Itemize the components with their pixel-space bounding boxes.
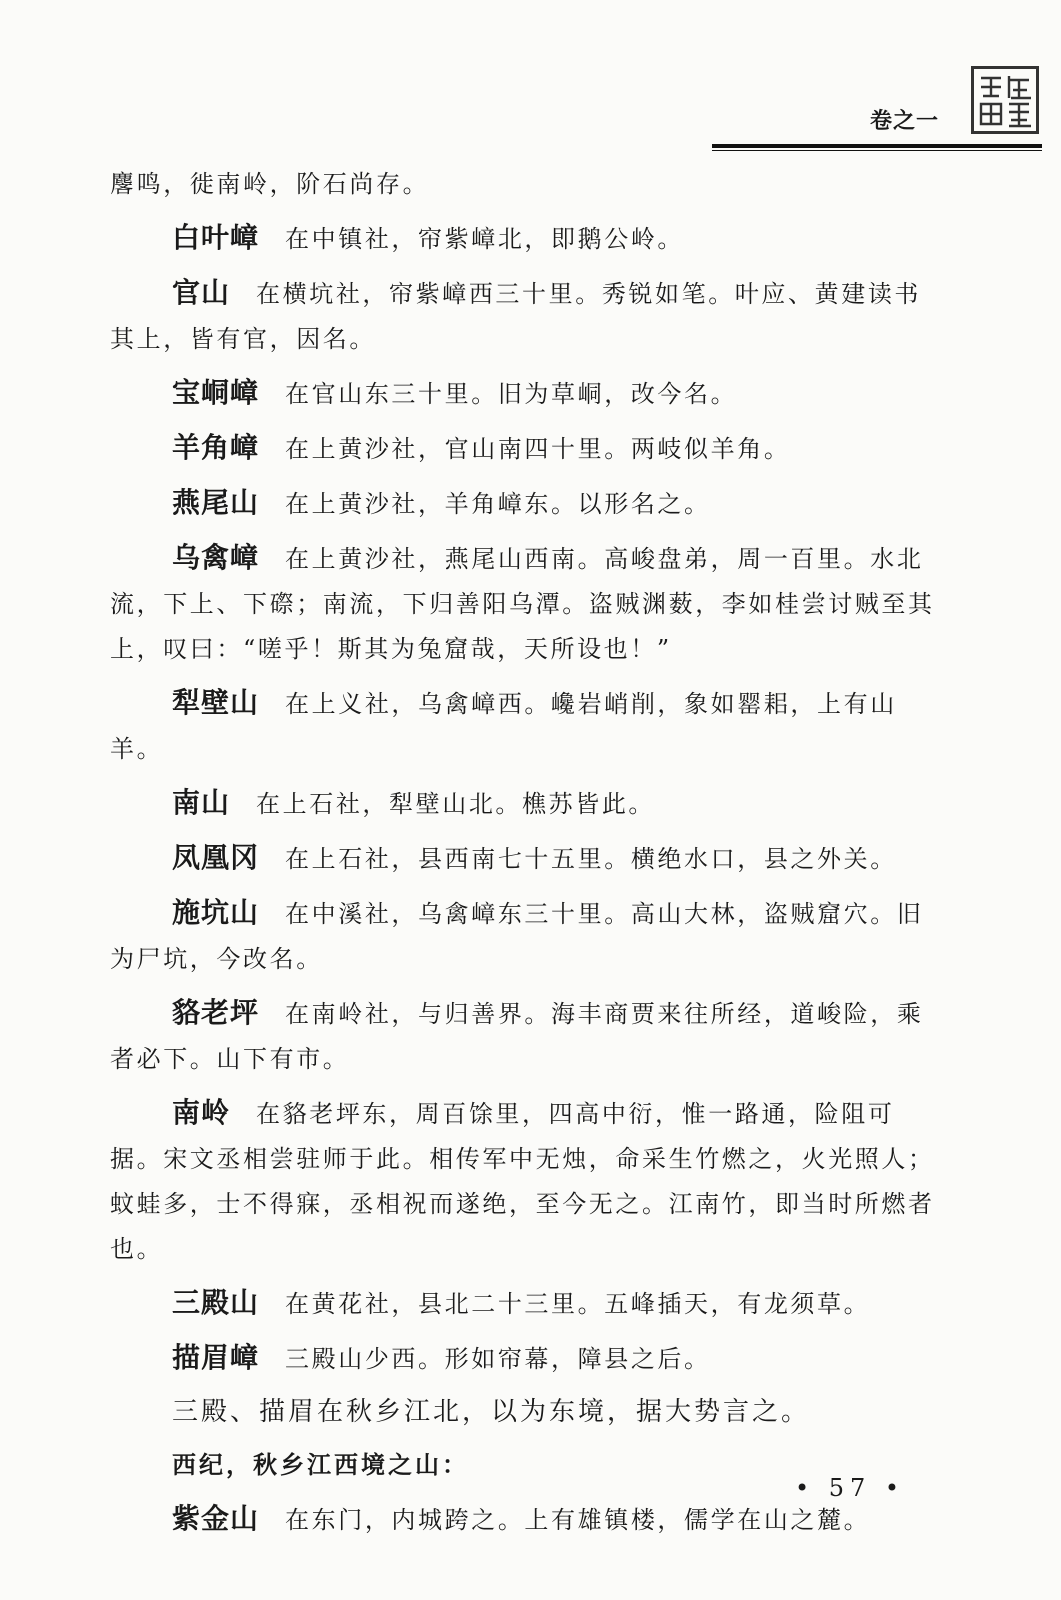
entry-text: 在中溪社，乌禽嶂东三十里。高山大林，盗贼窟穴。旧为尸坑，今改名。 bbox=[110, 900, 924, 973]
entry-text: 在横坑社，帘紫嶂西三十里。秀锐如笔。叶应、黄建读书其上，皆有官，因名。 bbox=[110, 280, 922, 353]
entry-baodongzhang bbox=[110, 370, 940, 417]
page-body bbox=[110, 162, 940, 1543]
page-header bbox=[0, 60, 1061, 160]
entry-term: 宝峒嶂 bbox=[172, 376, 260, 409]
entry-term: 燕尾山 bbox=[172, 486, 260, 519]
entry-term: 犁壁山 bbox=[172, 686, 260, 719]
entry-zijinshan bbox=[110, 1496, 940, 1543]
header-rule bbox=[712, 144, 1042, 151]
entry-term: 南山 bbox=[172, 786, 231, 819]
entry-libishan bbox=[110, 680, 940, 772]
entry-miaomeizhang bbox=[110, 1335, 940, 1382]
entry-text: 在官山东三十里。旧为草峒，改今名。 bbox=[285, 380, 738, 408]
entry-term: 羊角嶂 bbox=[172, 431, 260, 464]
entry-term: 施坑山 bbox=[172, 896, 260, 929]
entry-term: 貉老坪 bbox=[172, 996, 260, 1029]
entry-fenghuanggang bbox=[110, 835, 940, 882]
entry-term: 官山 bbox=[172, 276, 231, 309]
entry-text: 在上义社，乌禽嶂西。巉岩峭削，象如罂耜，上有山羊。 bbox=[110, 690, 897, 763]
entry-text: 在上石社，县西南七十五里。横绝水口，县之外关。 bbox=[285, 845, 897, 873]
entry-wuqinzhang bbox=[110, 535, 940, 672]
entry-text: 三殿山少西。形如帘幕，障县之后。 bbox=[285, 1345, 711, 1373]
entry-text: 在貉老坪东，周百馀里，四高中衍，惟一路通，险阻可据。宋文丞相尝驻师于此。相传军中无烛，命采生竹燃之，火光照人；蚊蛙多，士不得寐，丞相祝而遂绝，至今无之。江南竹，即当时所燃者也。 bbox=[110, 1100, 935, 1263]
entry-term: 乌禽嶂 bbox=[172, 541, 260, 574]
entry-yangjiaozhang bbox=[110, 425, 940, 472]
entry-nanshan bbox=[110, 780, 940, 827]
entry-text: 在南岭社，与归善界。海丰商贾来往所经，道峻险，乘者必下。山下有市。 bbox=[110, 1000, 924, 1073]
entry-helaoping bbox=[110, 990, 940, 1082]
entry-text: 在上石社，犁壁山北。樵苏皆此。 bbox=[256, 790, 656, 818]
entry-text: 在上黄沙社，羊角嶂东。以形名之。 bbox=[285, 490, 711, 518]
entry-shikengshan bbox=[110, 890, 940, 982]
entry-text: 在东门，内城跨之。上有雄镇楼，儒学在山之麓。 bbox=[285, 1506, 871, 1534]
note-paragraph: 三殿、描眉在秋乡江北，以为东境，据大势言之。 bbox=[172, 1397, 811, 1427]
entry-term: 白叶嶂 bbox=[172, 221, 260, 254]
entry-term: 南岭 bbox=[172, 1096, 231, 1129]
entry-continued bbox=[110, 162, 940, 207]
entry-sandianshan bbox=[110, 1280, 940, 1327]
entry-yanweishan bbox=[110, 480, 940, 527]
entry-nanling bbox=[110, 1090, 940, 1272]
chapter-title: 卷之一 bbox=[869, 109, 939, 134]
seal-stamp-icon bbox=[971, 66, 1039, 134]
entry-text: 麐鸣，徙南岭，阶石尚存。 bbox=[110, 170, 430, 198]
entry-text: 在中镇社，帘紫嶂北，即鹅公岭。 bbox=[285, 225, 685, 253]
entry-baiyezhang bbox=[110, 215, 940, 262]
entry-term: 三殿山 bbox=[172, 1286, 260, 1319]
entry-text: 在上黄沙社，官山南四十里。两岐似羊角。 bbox=[285, 435, 791, 463]
seal-glyph-icon bbox=[975, 70, 1035, 130]
entry-term: 紫金山 bbox=[172, 1502, 260, 1535]
entry-text: 在黄花社，县北二十三里。五峰插天，有龙须草。 bbox=[285, 1290, 871, 1318]
entry-guanshan bbox=[110, 270, 940, 362]
entry-term: 凤凰冈 bbox=[172, 841, 260, 874]
page-number: • 57 • bbox=[794, 1474, 906, 1502]
section-heading: 西纪，秋乡江西境之山： bbox=[172, 1451, 469, 1479]
entry-term: 描眉嶂 bbox=[172, 1341, 260, 1374]
entry-text: 在上黄沙社，燕尾山西南。高峻盘弟，周一百里。水北流，下上、下磜；南流，下归善阳乌潭。盗贼渊薮，李如桂尝讨贼至其上，叹曰：“嗟乎！斯其为兔窟哉，天所设也！” bbox=[110, 545, 935, 663]
